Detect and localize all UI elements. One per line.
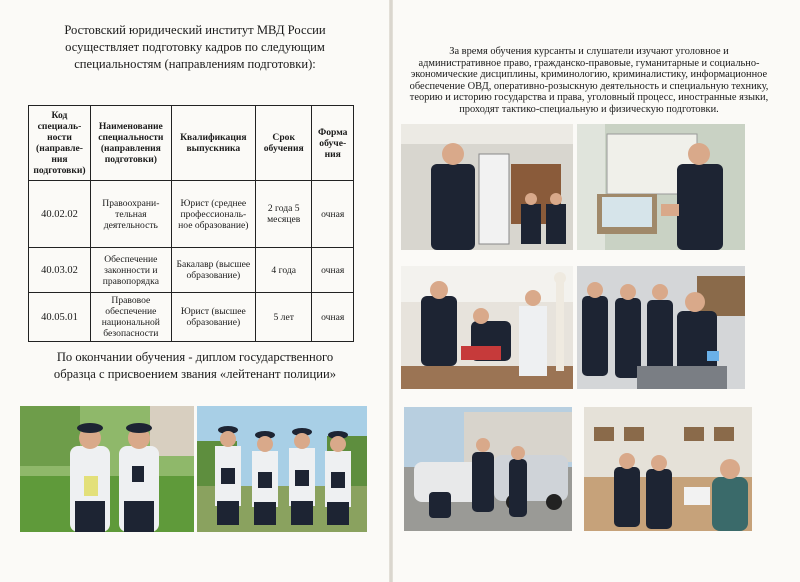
cell-name: Обеспечение законности и правопорядка xyxy=(90,248,171,293)
cell-duration: 2 года 5 месяцев xyxy=(255,181,312,248)
table-header-row xyxy=(29,106,354,181)
intro-text: Ростовский юридический институт МВД России осуществляет подготовку кадров по следующим специальностям (направлениям подготовки): xyxy=(64,23,326,71)
photo-forensics-museum xyxy=(577,124,745,250)
photo-two-cadets xyxy=(20,406,194,532)
photo-vehicle-inspection xyxy=(404,407,572,531)
cell-form: очная xyxy=(312,181,354,248)
header-duration: Срок обучения xyxy=(255,106,312,181)
cell-form: очная xyxy=(312,248,354,293)
cell-name: Правовое обеспечение национальной безопасности xyxy=(90,293,171,342)
cell-code: 40.05.01 xyxy=(29,293,91,342)
header-qualification: Квалификация выпускника xyxy=(171,106,255,181)
photo-computer-class xyxy=(584,407,752,531)
cell-qualification: Юрист (среднее профессиональ-ное образование) xyxy=(171,181,255,248)
header-form: Форма обуче-ния xyxy=(312,106,354,181)
table-row xyxy=(29,293,354,342)
header-name: Наименование специальности (направления подготовки) xyxy=(90,106,171,181)
photo-evidence-lab xyxy=(577,266,745,389)
photo-four-cadets xyxy=(197,406,367,532)
graduation-text: По окончании обучения - диплом государственного образца с присвоением звания «лейтенант полиции» xyxy=(53,350,337,381)
cell-form: очная xyxy=(312,293,354,342)
cell-code: 40.03.02 xyxy=(29,248,91,293)
cell-name: Правоохрани-тельная деятельность xyxy=(90,181,171,248)
cell-code: 40.02.02 xyxy=(29,181,91,248)
cell-duration: 4 года xyxy=(255,248,312,293)
cell-duration: 5 лет xyxy=(255,293,312,342)
cell-qualification: Юрист (высшее образование) xyxy=(171,293,255,342)
photo-lab-locker xyxy=(401,124,573,250)
specialties-table xyxy=(28,105,354,342)
cell-qualification: Бакалавр (высшее образование) xyxy=(171,248,255,293)
curriculum-text: За время обучения курсанты и слушатели изучают уголовное и административное право, гражданско-правовые, гуманитарные и социально-экономические дисциплины, криминологию, криминалистику, информационное обеспечение ОВД, оперативно-розыскную деятельность и специальную технику, теорию и историю государства и права, уголовный процесс, иностранные языки, проходят тактико-специальную и физическую подготовки. xyxy=(409,46,769,115)
header-code: Код специаль-ности (направле-ния подготовки) xyxy=(29,106,91,181)
table-row xyxy=(29,181,354,248)
photo-first-aid-training xyxy=(401,266,573,389)
page-fold xyxy=(389,0,393,582)
table-row xyxy=(29,248,354,293)
